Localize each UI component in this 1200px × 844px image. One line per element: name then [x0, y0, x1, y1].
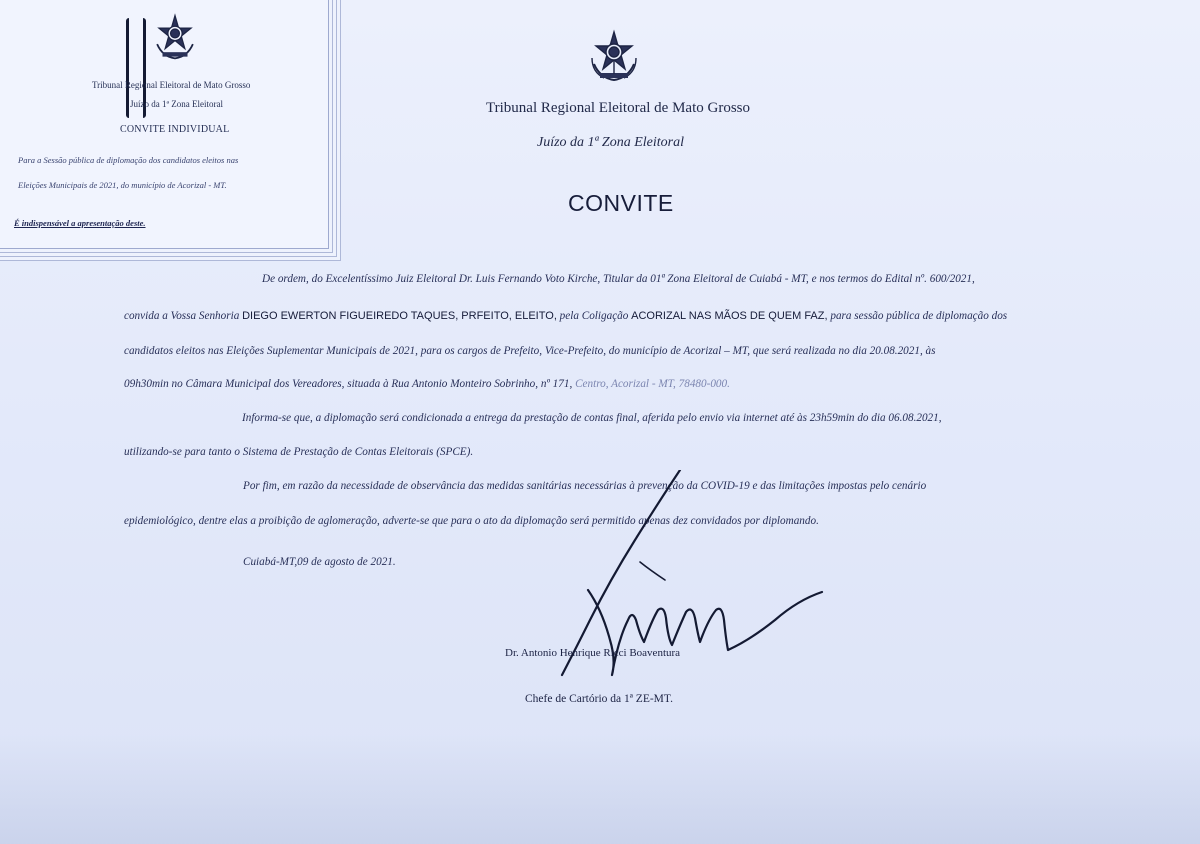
invitation-card-stack — [0, 0, 342, 262]
coalition-name: ACORIZAL NAS MÃOS DE QUEM FAZ, — [631, 310, 828, 322]
document-title: CONVITE — [568, 190, 674, 216]
court-name: Tribunal Regional Eleitoral de Mato Grosso — [486, 100, 750, 116]
paragraph-1-line-2 — [124, 310, 1007, 322]
paragraph-2-line-1: Informa-se que, a diplomação será condicionada a entrega da prestação de contas final, aferida pelo envio via internet até às 23h59min do dia 06.08.2021, — [242, 412, 942, 424]
invitee-name: DIEGO EWERTON FIGUEIREDO TAQUES, PRFEITO, ELEITO, — [242, 310, 557, 322]
card-body — [18, 148, 318, 198]
paragraph-3-line-2: epidemiológico, dentre elas a proibição de aglomeração, adverte-se que para o ato da diplomação será permitido apenas dez convidados por diplomando. — [124, 515, 819, 527]
card-body-line-1: Para a Sessão pública de diplomação dos candidatos eleitos nas — [18, 155, 239, 165]
paragraph-1-line-3: candidatos eleitos nas Eleições Suplementar Municipais de 2021, para os cargos de Prefeito, Vice-Prefeito, do município de Acorizal – MT, que será realizada no dia 20.08.2021, às — [124, 345, 936, 357]
card-court-name: Tribunal Regional Eleitoral de Mato Grosso — [92, 80, 251, 90]
text-segment: 09h30min no Câmara Municipal dos Vereadores, situada à Rua Antonio Monteiro Sobrinho, nº 171, — [124, 378, 576, 390]
place-and-date: Cuiabá-MT,09 de agosto de 2021. — [243, 556, 396, 568]
signer-name: Dr. Antonio Henrique Ricci Boaventura — [505, 647, 681, 659]
text-segment: convida a Vossa Senhoria — [124, 310, 243, 322]
brazil-coat-of-arms-icon — [586, 28, 642, 84]
individual-invitation-card — [0, 0, 329, 249]
paragraph-1-line-4 — [124, 378, 730, 390]
paragraph-3-line-1: Por fim, em razão da necessidade de observância das medidas sanitárias necessárias à prevenção da COVID-19 e das limitações impostas pelo cenário — [243, 480, 927, 492]
card-title: CONVITE INDIVIDUAL — [120, 124, 230, 135]
card-body-line-2: Eleições Municipais de 2021, do município de Acorizal - MT. — [18, 180, 227, 190]
signer-role: Chefe de Cartório da 1ª ZE-MT. — [525, 693, 673, 705]
text-segment: pela Coligação — [556, 310, 632, 322]
brazil-coat-of-arms-icon — [150, 12, 200, 62]
electoral-zone: Juízo da 1ª Zona Eleitoral — [537, 135, 684, 150]
handwritten-signature — [540, 470, 840, 700]
card-note: É indispensável a apresentação deste. — [14, 218, 146, 228]
address-faded: Centro, Acorizal - MT, 78480-000. — [575, 378, 730, 390]
paragraph-1-line-1: De ordem, do Excelentíssimo Juiz Eleitoral Dr. Luis Fernando Voto Kirche, Titular da 01ª Zona Eleitoral de Cuiabá - MT, e nos termos do Edital nº. 600/2021, — [262, 273, 975, 285]
card-electoral-zone: Juízo da 1ª Zona Eleitoral — [130, 99, 223, 109]
paragraph-2-line-2: utilizando-se para tanto o Sistema de Prestação de Contas Eleitorais (SPCE). — [124, 446, 474, 458]
text-segment: para sessão pública de diplomação dos — [827, 310, 1008, 322]
